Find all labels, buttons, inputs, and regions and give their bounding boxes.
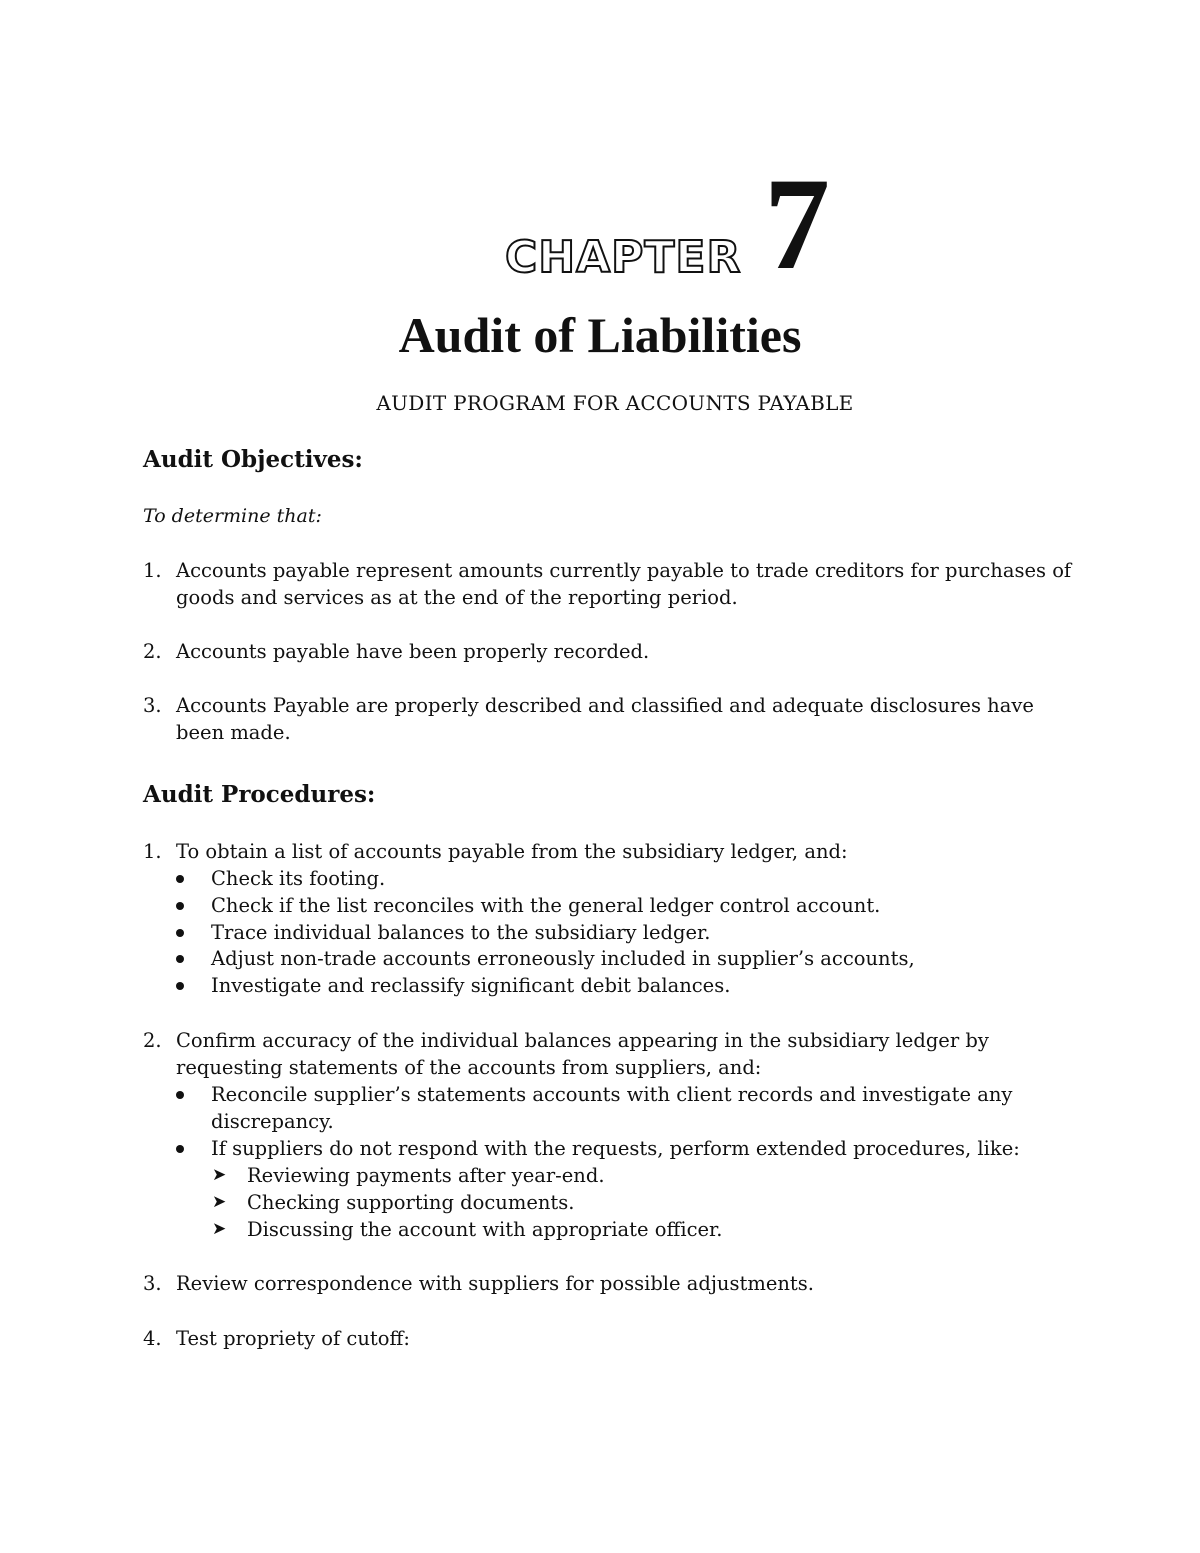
bullet-text: Check if the list reconciles with the general ledger control account. <box>211 894 881 917</box>
procedure-item <box>143 1325 1073 1352</box>
bullet-icon <box>176 929 184 937</box>
bullet-text: Investigate and reclassify significant debit balances. <box>211 974 731 997</box>
procedure-text: Review correspondence with suppliers for possible adjustments. <box>176 1272 814 1295</box>
objective-text: Accounts payable have been properly recorded. <box>176 640 650 663</box>
arrow-bullet-icon: ➤ <box>212 1219 227 1239</box>
procedure-item <box>143 1027 1073 1081</box>
procedure-item <box>143 1270 1073 1297</box>
procedure-text: To obtain a list of accounts payable from the subsidiary ledger, and: <box>176 840 848 863</box>
procedures-heading: Audit Procedures: <box>143 781 376 808</box>
objectives-intro: To determine that: <box>143 505 322 527</box>
procedure-number: 1. <box>143 840 162 863</box>
arrow-bullet-icon: ➤ <box>212 1165 227 1185</box>
procedure-number: 3. <box>143 1272 162 1295</box>
list-item <box>212 1162 1052 1189</box>
list-item <box>176 919 1056 946</box>
chapter-label: CHAPTER <box>505 232 742 283</box>
list-item <box>176 1081 1056 1135</box>
objectives-heading: Audit Objectives: <box>143 446 363 473</box>
objective-item <box>143 638 1073 665</box>
bullet-text: Trace individual balances to the subsidiary ledger. <box>211 921 711 944</box>
bullet-icon <box>176 1145 184 1153</box>
bullet-icon <box>176 902 184 910</box>
arrow-bullet-icon: ➤ <box>212 1192 227 1212</box>
objective-text: Accounts payable represent amounts currently payable to trade creditors for purchases of goods and services as at the end of the reporting period. <box>176 559 1072 609</box>
bullet-text: If suppliers do not respond with the requests, perform extended procedures, like: <box>211 1137 1020 1160</box>
objective-item <box>143 692 1073 746</box>
chapter-number: 7 <box>764 150 830 297</box>
list-item <box>176 1135 1056 1162</box>
sub-item-text: Checking supporting documents. <box>247 1191 575 1214</box>
procedure-text: Test propriety of cutoff: <box>176 1327 410 1350</box>
bullet-icon <box>176 982 184 990</box>
bullet-text: Reconcile supplier’s statements accounts with client records and investigate any discrepancy. <box>211 1083 1013 1133</box>
list-item <box>176 945 1056 972</box>
bullet-text: Check its footing. <box>211 867 386 890</box>
procedure-number: 4. <box>143 1327 162 1350</box>
bullet-icon <box>176 1091 184 1099</box>
objective-text: Accounts Payable are properly described and classified and adequate disclosures have been made. <box>176 694 1034 744</box>
procedure-number: 2. <box>143 1029 162 1052</box>
bullet-text: Adjust non-trade accounts erroneously included in supplier’s accounts, <box>211 947 915 970</box>
chapter-header <box>0 150 1200 297</box>
procedure-text: Confirm accuracy of the individual balances appearing in the subsidiary ledger by requesting statements of the accounts from suppliers, and: <box>176 1029 989 1079</box>
objective-item <box>143 557 1073 611</box>
list-item <box>176 865 1056 892</box>
objective-number: 1. <box>143 559 162 582</box>
objective-number: 3. <box>143 694 162 717</box>
bullet-icon <box>176 875 184 883</box>
list-item <box>212 1216 1052 1243</box>
list-item <box>212 1189 1052 1216</box>
bullet-icon <box>176 955 184 963</box>
procedure-item <box>143 838 1073 865</box>
objective-number: 2. <box>143 640 162 663</box>
sub-item-text: Reviewing payments after year-end. <box>247 1164 605 1187</box>
page-title: Audit of Liabilities <box>398 307 802 363</box>
program-title: AUDIT PROGRAM FOR ACCOUNTS PAYABLE <box>376 391 854 415</box>
sub-item-text: Discussing the account with appropriate officer. <box>247 1218 723 1241</box>
list-item <box>176 892 1056 919</box>
list-item <box>176 972 1056 999</box>
